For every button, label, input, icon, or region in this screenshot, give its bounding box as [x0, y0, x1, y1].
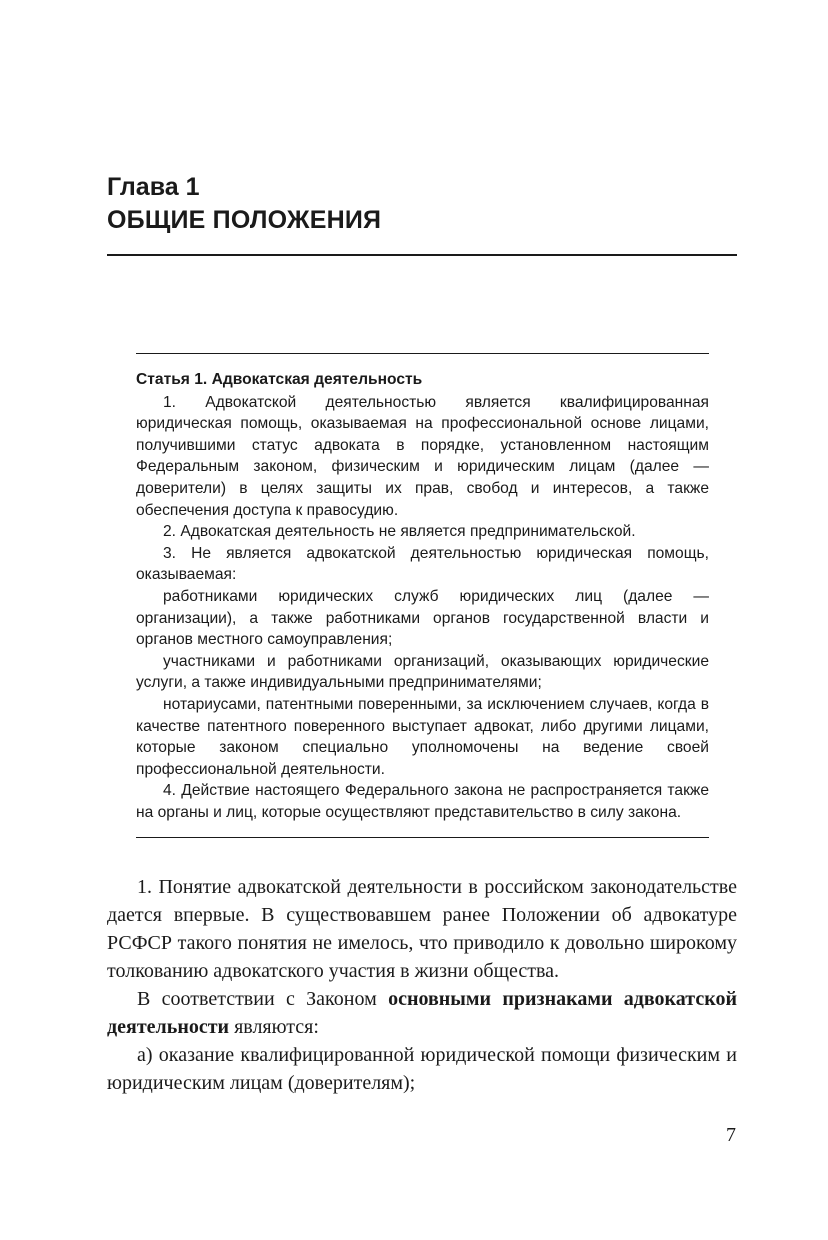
article-paragraph: нотариусами, патентными поверенными, за исключением случаев, когда в качестве патентного поверенного выступает адвокат, либо другими лицами, которые законом специально уполномочены на ведение своей профессиональной деятельности.: [136, 695, 709, 778]
commentary-paragraph: а) оказание квалифицированной юридической помощи физическим и юридическим лицам (доверителям);: [107, 1044, 737, 1094]
article-title: Статья 1. Адвокатская деятельность: [136, 371, 423, 388]
commentary-paragraph: 1. Понятие адвокатской деятельности в российском законодательстве дается впервые. В существовавшем ранее Положении об адвокатуре РСФСР такого понятия не имелось, что приводило к довольно широкому толкованию адвокатского участия в жизни общества.: [107, 876, 737, 982]
commentary-paragraph: [107, 985, 737, 1041]
commentary-text: [107, 873, 737, 1097]
article-paragraph: 4. Действие настоящего Федерального закона не распространяется также на органы и лиц, которые осуществляют представительство в силу закона.: [136, 782, 709, 821]
article-box: [136, 353, 709, 838]
commentary-text-run: В соответствии с Законом: [137, 988, 389, 1010]
chapter-divider: [107, 254, 737, 256]
chapter-label: Глава 1: [107, 173, 200, 201]
commentary-bold-term: основными признаками адвокатской деятельности: [107, 988, 737, 1038]
page-number: 7: [726, 1124, 736, 1146]
article-paragraph: 3. Не является адвокатской деятельностью юридическая помощь, оказываемая:: [136, 544, 709, 584]
commentary-text-run: являются:: [229, 1016, 319, 1038]
article-paragraph: 1. Адвокатской деятельностью является квалифицированная юридическая помощь, оказываемая на профессиональной основе лицами, получившими статус адвоката в порядке, установленном настоящим Федеральным законом, физическим и юридическим лицам (далее — доверители) в целях защиты их прав, свобод и интересов, а также обеспечения доступа к правосудию.: [136, 393, 709, 519]
article-paragraph: работниками юридических служб юридических лиц (далее — организации), а также работниками органов государственной власти и органов местного самоуправления;: [136, 587, 709, 649]
article-paragraph: участниками и работниками организаций, оказывающих юридические услуги, а также индивидуальными предпринимателями;: [136, 652, 709, 692]
chapter-title: ОБЩИЕ ПОЛОЖЕНИЯ: [107, 206, 382, 234]
article-paragraph: 2. Адвокатская деятельность не является предпринимательской.: [163, 523, 636, 541]
